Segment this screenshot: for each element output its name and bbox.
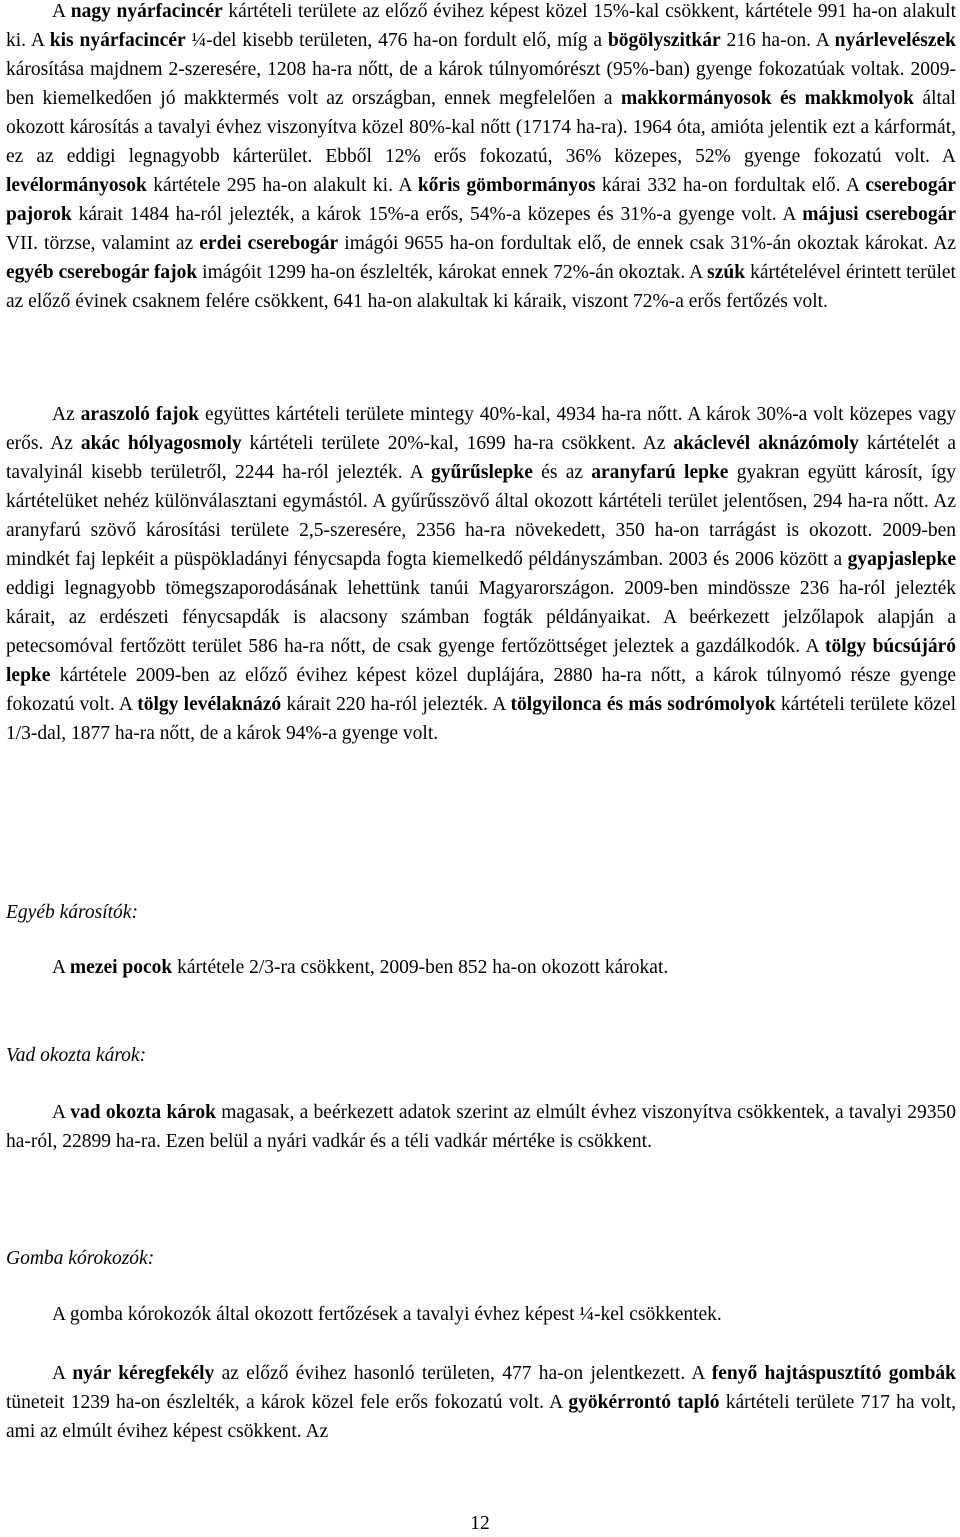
text-run: kártételét a tavalyinál kisebb területről, 2244 ha-ról jelezték. A [6,433,956,483]
bold-term: makkormányosok és makkmolyok [620,88,915,109]
text-run: kártételi területe 20%-kal, 1699 ha-ra csökkent. Az [241,433,674,454]
bold-term: gyökérrontó tapló [568,1392,720,1413]
text-run: imágói 9655 ha-on fordultak elő, de ennek csak 31%-án okoztak károkat. Az [338,233,957,254]
bold-term: nyárlevelészek [834,30,956,51]
text-run: kártételi területe közel 1/3-dal, 1877 ha-ra nőtt, de a károk 94%-a gyenge volt. [6,694,957,744]
text-run: kárait 1484 ha-ról jelezték, a károk 15%-a erős, 54%-a közepes és 31%-a gyenge volt. A [71,204,803,225]
text-run: kártételi területe az előző évihez képest közel 15%-kal csökkent, kártétele 991 ha-on alakult ki. A [6,1,956,51]
text-run: kártétele 295 ha-on alakult ki. A [146,175,418,196]
paragraph-game-damage [6,1098,956,1156]
text-run: ¼-del kisebb területen, 476 ha-on fordult elő, míg a [185,30,608,51]
bold-term: gyűrűslepke [431,462,533,483]
bold-term: nyár kéregfekély [72,1363,215,1384]
page-number: 12 [470,1513,490,1534]
heading-other-pests: Egyéb károsítók: [6,902,138,923]
text-run: együttes kártételi területe mintegy 40%-kal, 4934 ha-ra nőtt. A károk 30%-a volt közepes vagy erős. Az [6,404,956,454]
bold-term: nagy nyárfacincér [70,1,223,22]
bold-term: gyapjaslepke [847,549,956,570]
text-run: károsítása majdnem 2-szeresére, 1208 ha-ra nőtt, de a károk túlnyomórészt (95%-ban) gyenge fokozatúak voltak. 2009-ben kiemelkedően jó makktermés volt az országban, ennek megfelelően a [6,59,956,109]
paragraph-fungal-summary [6,1300,956,1329]
text-run: A [52,1363,73,1384]
text-run: A gomba kórokozók által okozott fertőzések a tavalyi évhez képest ¼-kel csökkentek. [52,1304,722,1325]
paragraph-lepidoptera-damage [6,400,956,748]
bold-term: fenyő hajtáspusztító gombák [711,1363,956,1384]
text-run: eddigi legnagyobb tömegszaporodásának lehettünk tanúi Magyarországon. 2009-ben mindössze 236 ha-ról jelezték kárait, az erdészeti fénycsapdák is alacsony számban fogták példányaikat. A beérkezett jelzőlapok alapján a petecsomóval fertőzött terület 586 ha-ra nőtt, de csak gyenge fertőzöttséget jeleztek a gazdálkodók. A [6,578,956,657]
bold-term: kis nyárfacincér [49,30,186,51]
text-run: A [52,1,71,22]
text-run: magasak, a beérkezett adatok szerint az elmúlt évhez viszonyítva csökkentek, a tavalyi 29350 ha-ról, 22899 ha-ra. Ezen belül a nyári vadkár és a téli vadkár mértéke is csökkent. [6,1102,956,1152]
bold-term: egyéb cserebogár fajok [6,262,198,283]
text-run: kárait 220 ha-ról jelezték. A [281,694,511,715]
bold-term: cserebogár pajorok [6,175,956,225]
text-run: VII. törzse, valamint az [6,233,200,254]
bold-term: tölgyilonca és más sodrómolyok [510,694,776,715]
text-run: által okozott károsítás a tavalyi évhez viszonyítva közel 80%-kal nőtt (17174 ha-ra). 1964 óta, amióta jelentik ezt a kárformát, ez az eddigi legnagyobb kárterület. Ebből 12% erős fokozatú, 36% közepes, 52% gyenge fokozatú volt. A [6,88,956,167]
text-run: imágóit 1299 ha-on észlelték, károkat ennek 72%-án okoztak. A [197,262,708,283]
bold-term: akác hólyagosmoly [80,433,242,454]
text-run: kártételi területe 717 ha volt, ami az elmúlt évihez képest csökkent. Az [6,1392,956,1442]
paragraph-fungal-details [6,1359,956,1446]
text-run: az előző évihez hasonló területen, 477 ha-on jelentkezett. A [214,1363,712,1384]
text-run: kárai 332 ha-on fordultak elő. A [595,175,866,196]
bold-term: mezei pocok [69,957,173,978]
text-run: A [52,1102,71,1123]
text-run: kártétele 2009-ben az előző évihez képest közel duplájára, 2880 ha-ra nőtt, a károk túlnyomó része gyenge fokozatú volt. A [6,665,956,715]
bold-term: aranyfarú lepke [591,462,729,483]
bold-term: araszoló fajok [80,404,200,425]
text-run: 216 ha-on. A [720,30,835,51]
heading-game-damage: Vad okozta károk: [6,1045,147,1066]
text-run: A [52,957,70,978]
bold-term: vad okozta károk [70,1102,216,1123]
text-run: kártétele 2/3-ra csökkent, 2009-ben 852 ha-on okozott károkat. [172,957,669,978]
heading-fungal-pathogens: Gomba kórokozók: [6,1248,155,1269]
bold-term: kőris gömbormányos [417,175,596,196]
text-run: Az [52,404,81,425]
text-run: kártételével érintett terület az előző évinek csaknem felére csökkent, 641 ha-on alakultak ki káraik, viszont 72%-a erős fertőzés volt. [6,262,956,312]
bold-term: erdei cserebogár [199,233,339,254]
bold-term: tölgy levélaknázó [137,694,282,715]
bold-term: bögölyszitkár [607,30,721,51]
text-run: gyakran együtt károsít, így kártételüket nehéz különválasztani egymástól. A gyűrűsszövő által okozott kártételi terület jelentősen, 294 ha-ra nőtt. Az aranyfarú szövő károsítási területe 2,5-szeresére, 2356 ha-ra növekedett, 350 ha-on tarrágást is okozott. 2009-ben mindkét faj lepkéit a püspökladányi fénycsapda fogta kiemelkedő példányszámban. 2003 és 2006 között a [6,462,956,570]
bold-term: tölgy búcsújáró lepke [6,636,956,686]
bold-term: májusi cserebogár [802,204,956,225]
text-run: tüneteit 1239 ha-on észlelték, a károk közel fele erős fokozatú volt. A [6,1392,569,1413]
text-run: és az [532,462,592,483]
paragraph-vole-damage [6,953,956,982]
bold-term: levélormányosok [6,175,147,196]
bold-term: szúk [707,262,746,283]
paragraph-insect-damage [6,0,956,316]
bold-term: akáclevél aknázómoly [673,433,859,454]
